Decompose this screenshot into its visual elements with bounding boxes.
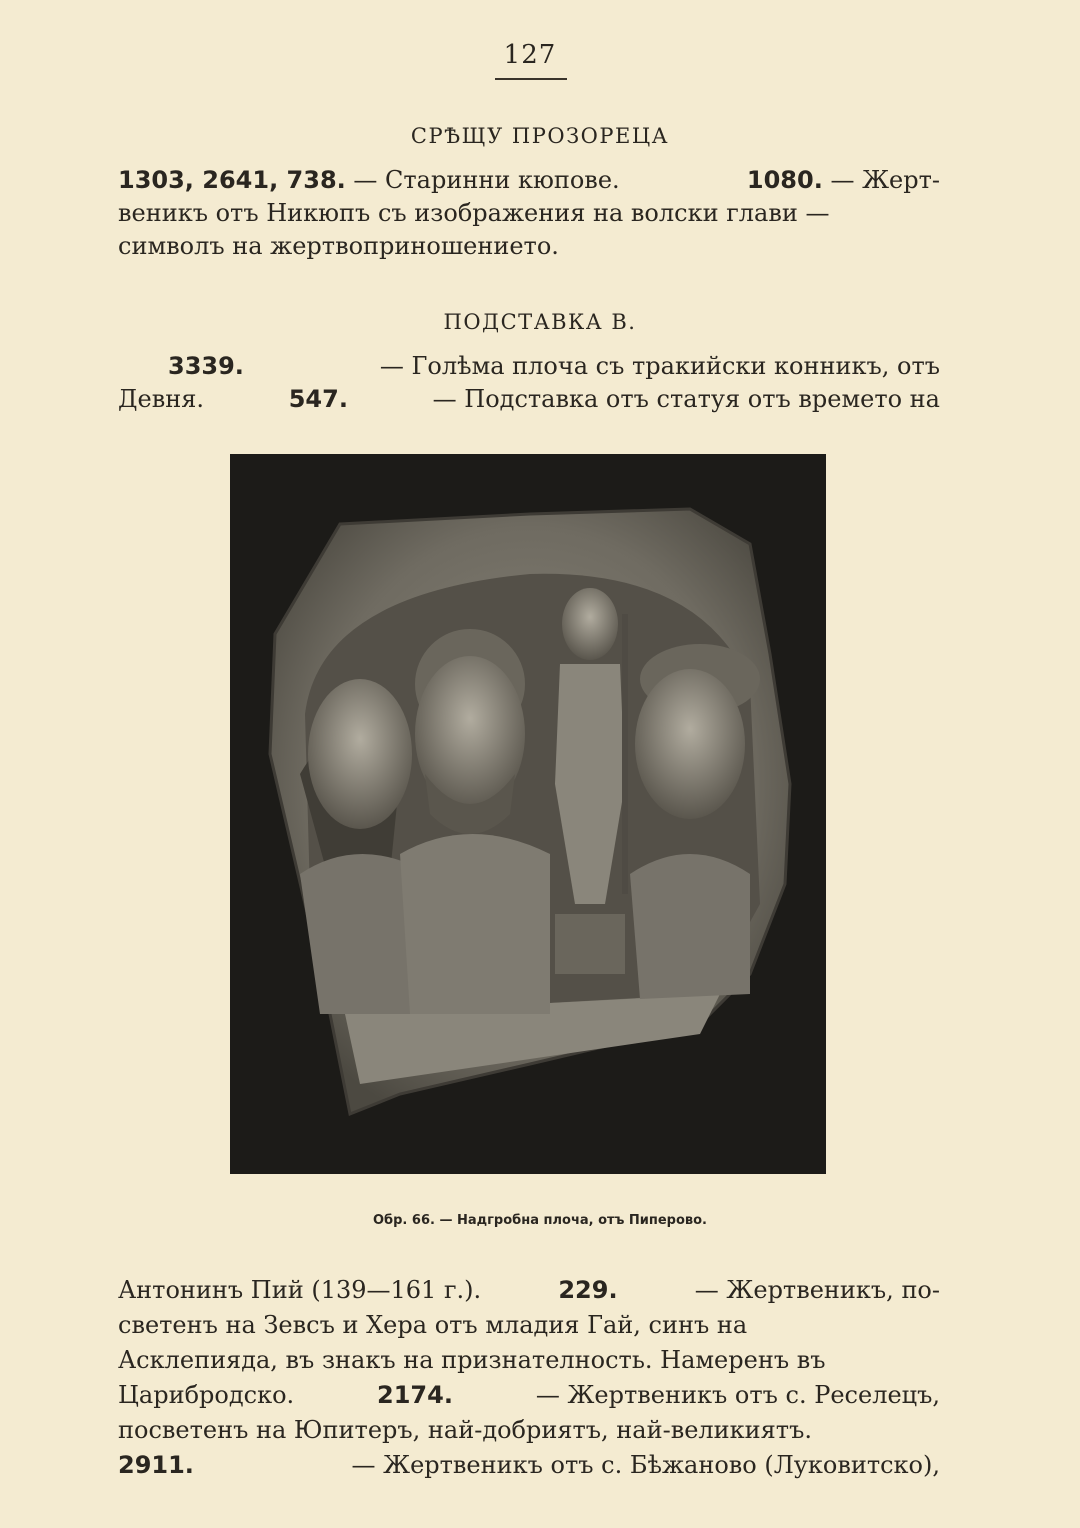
inventory-number: 1303, 2641, 738.: [118, 166, 346, 194]
inventory-number: 1080.: [746, 166, 823, 194]
text-run: — Жертвеникъ отъ с. Реселецъ,: [535, 1381, 940, 1409]
inventory-number: 3339.: [168, 352, 244, 380]
text-run: Царибродско.: [118, 1381, 295, 1409]
text-run: Девня.: [118, 385, 204, 413]
text-run: — Подставка отъ статуя отъ времето на: [432, 385, 940, 413]
paragraph-line: веникъ отъ Никюпъ съ изображения на волски глави —: [118, 199, 830, 227]
paragraph-line: [118, 383, 940, 416]
inventory-number: 2911.: [118, 1451, 194, 1479]
section-heading-window: СРѢЩУ ПРОЗОРЕЦА: [410, 124, 670, 148]
paragraph-line: [118, 164, 940, 197]
figure-photo-tombstone-relief: [230, 454, 826, 1174]
text-run: Антонинъ Пий (139—161 г.).: [118, 1276, 482, 1304]
paragraph-window: [118, 164, 940, 263]
paragraph-line: Асклепияда, въ знакъ на признателность. Намеренъ въ: [118, 1346, 826, 1374]
text-run: — Голѣма плоча съ тракийски конникъ, отъ: [379, 352, 940, 380]
figure-caption: Обр. 66. — Надгробна плоча, отъ Пиперово.: [373, 1213, 707, 1228]
paragraph-line: [118, 1273, 940, 1308]
page-number: 127: [503, 40, 557, 70]
text-run: — Жертвеникъ, по-: [694, 1276, 940, 1304]
paragraph-line: [118, 1448, 940, 1483]
inventory-number: 547.: [288, 385, 348, 413]
paragraph-line: светенъ на Зевсъ и Хера отъ младия Гай, синъ на: [118, 1311, 748, 1339]
inventory-number: 2174.: [377, 1381, 453, 1409]
paragraph-line: [118, 350, 940, 383]
paragraph-stand: [118, 350, 940, 416]
paragraph-line: посветенъ на Юпитеръ, най-добриятъ, най-великиятъ.: [118, 1416, 812, 1444]
inventory-number: 229.: [558, 1276, 618, 1304]
text-run: — Жертвеникъ отъ с. Бѣжаново (Луковитско),: [351, 1451, 940, 1479]
section-heading-stand: ПОДСТАВКА В.: [443, 310, 637, 334]
relief-illustration: [230, 454, 826, 1174]
text-run: — Старинни кюпове.: [353, 166, 620, 194]
page-number-rule: [495, 78, 567, 80]
paragraph-line: символъ на жертвоприношението.: [118, 232, 559, 260]
paragraph-line: [118, 1378, 940, 1413]
paragraph-altars: [118, 1273, 940, 1483]
text-run: — Жерт-: [830, 166, 940, 194]
